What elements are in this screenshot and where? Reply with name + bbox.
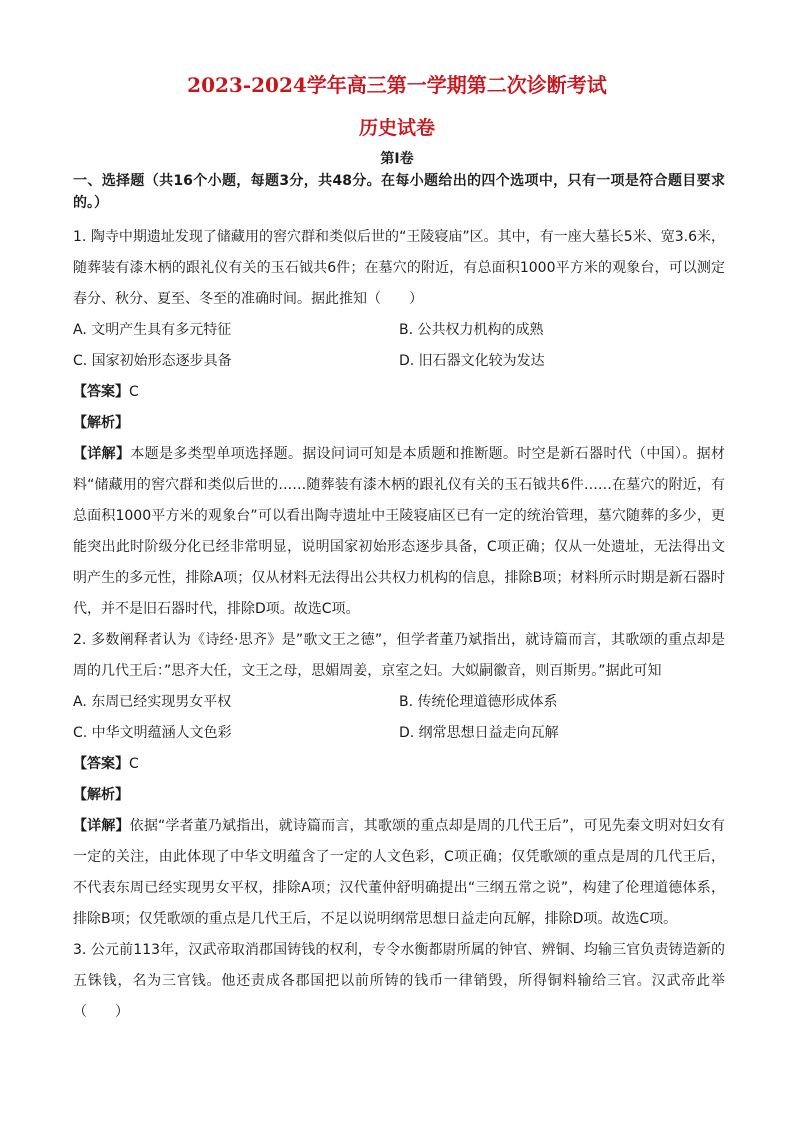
question-2-option-b: B. 传统伦理道德形成体系 <box>399 694 558 710</box>
question-2-answer <box>73 749 725 780</box>
exam-title: 2023-2024学年高三第一学期第二次诊断考试 <box>187 73 607 97</box>
question-1-analysis-label: 【解析】 <box>73 415 129 431</box>
question-1-options <box>73 315 725 377</box>
question-2-option-c: C. 中华文明蕴涵人文色彩 <box>73 725 232 741</box>
exam-subject: 历史试卷 <box>358 117 435 139</box>
question-1-option-b: B. 公共权力机构的成熟 <box>399 322 544 338</box>
answer-label: 【答案】 <box>73 756 129 772</box>
detail-text: 本题是多类型单项选择题。据设问词可知是本质题和推断题。时空是新石器时代（中国）。据材料“储藏用的窖穴群和类似后世的……随葬装有漆木柄的跟礼仪有关的玉石钺共6件……在墓穴的附近，有总面积1000平方米的观象台”可以看出陶寺遗址中王陵寝庙区已有一定的统治管理，墓穴随葬的多少，更能突出此时阶级分化已经非常明显，说明国家初始形态逐步具备，C项正确；仅从一处遗址，无法得出文明产生的多元性，排除A项；仅从材料无法得出公共权力机构的信息，排除B项；材料所示时期是新石器时代，并不是旧石器时代，排除D项。故选C项。 <box>73 446 726 617</box>
question-1-answer <box>73 377 725 408</box>
answer-value: C <box>129 384 139 400</box>
detail-label: 【详解】 <box>73 446 131 462</box>
answer-label: 【答案】 <box>73 384 129 400</box>
question-2-stem: 2. 多数阐释者认为《诗经·思齐》是”歌文王之德”，但学者董乃斌指出，就诗篇而言，其歌颂的重点却是周的几代王后：”思齐大任，文王之母，思媚周姜，京室之妇。大姒嗣徽音，则百斯男。”据此可知 <box>73 632 725 679</box>
section-heading: 一、选择题（共16个小题，每题3分，共48分。在每小题给出的四个选项中，只有一项是符合题目要求的。） <box>73 173 725 211</box>
detail-text: 依据“学者董乃斌指出，就诗篇而言，其歌颂的重点却是周的几代王后”，可见先秦文明对妇女有一定的关注，由此体现了中华文明蕴含了一定的人文色彩，C项正确；仅凭歌颂的重点是周的几代王后，不代表东周已经实现男女平权，排除A项；汉代董仲舒明确提出“三纲五常之说”，构建了伦理道德体系，排除B项；仅凭歌颂的重点是几代王后，不足以说明纲常思想日益走向瓦解，排除D项。故选C项。 <box>73 818 725 927</box>
volume-label: 第Ⅰ卷 <box>380 151 414 167</box>
question-1-option-c: C. 国家初始形态逐步具备 <box>73 353 232 369</box>
question-2-option-d: D. 纲常思想日益走向瓦解 <box>399 725 559 741</box>
question-2-options <box>73 687 725 749</box>
detail-label: 【详解】 <box>73 818 130 834</box>
question-1-option-d: D. 旧石器文化较为发达 <box>399 353 545 369</box>
question-1-option-a: A. 文明产生具有多元特征 <box>73 322 232 338</box>
answer-value: C <box>129 756 139 772</box>
question-2-option-a: A. 东周已经实现男女平权 <box>73 694 232 710</box>
document-body <box>73 168 725 1028</box>
question-2-analysis-label: 【解析】 <box>73 787 129 803</box>
question-1-stem: 1. 陶寺中期遗址发现了储藏用的窖穴群和类似后世的“王陵寝庙”区。其中，有一座大墓长5米、宽3.6米，随葬装有漆木柄的跟礼仪有关的玉石钺共6件；在墓穴的附近，有总面积1000平方米的观象台，可以测定春分、秋分、夏至、冬至的准确时间。据此推知（ ） <box>73 229 725 307</box>
question-1-detail <box>73 439 725 625</box>
question-3-stem: 3. 公元前113年，汉武帝取消郡国铸钱的权利，专令水衡都尉所属的钟官、辨铜、均输三官负责铸造新的五铢钱，名为三官钱。他还责成各郡国把以前所铸的钱币一律销毁，所得铜料输给三官。汉武帝此举（ ） <box>73 942 725 1020</box>
question-2-detail <box>73 811 725 935</box>
